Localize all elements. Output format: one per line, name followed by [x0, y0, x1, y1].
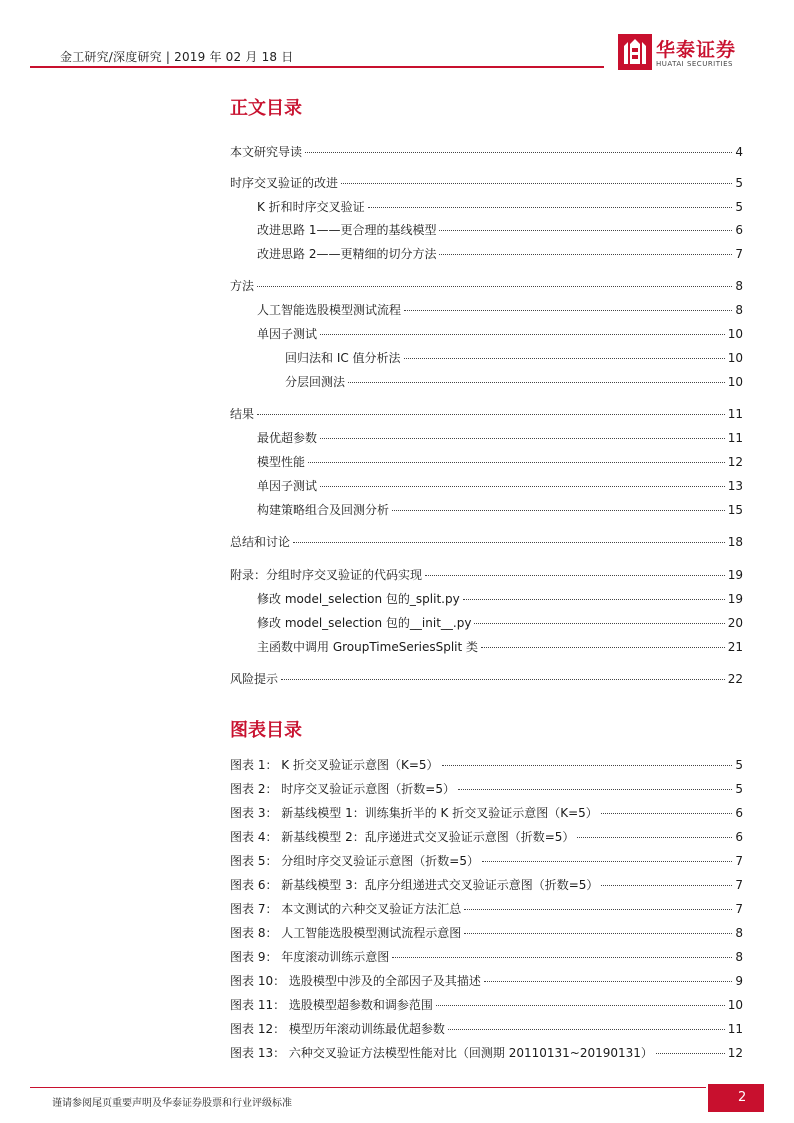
toc-entry-label: 分层回测法: [285, 375, 346, 389]
toc-leader-dots: [404, 358, 725, 359]
page-number-tab: [708, 1084, 764, 1112]
toc-entry[interactable]: [257, 638, 743, 655]
toc-entry-page: 20: [727, 616, 743, 630]
toc-leader-dots: [439, 230, 732, 231]
figure-entry-page: 6: [735, 830, 743, 844]
toc-leader-dots: [439, 254, 732, 255]
figure-entry-label: 图表 5： 分组时序交叉验证示意图（折数=5）: [230, 854, 479, 868]
toc-leader-dots: [482, 861, 732, 862]
figure-entry-label: 图表 1： K 折交叉验证示意图（K=5）: [230, 758, 439, 772]
toc-entry-label: 本文研究导读: [230, 145, 303, 159]
toc-entry-page: 11: [727, 431, 743, 445]
toc-entry-label: 时序交叉验证的改进: [230, 176, 339, 190]
toc-leader-dots: [320, 334, 725, 335]
figure-entry[interactable]: [230, 876, 743, 893]
toc-leader-dots: [348, 382, 725, 383]
toc-leader-dots: [656, 1053, 725, 1054]
toc-leader-dots: [320, 486, 725, 487]
toc-entry-page: 8: [735, 279, 743, 293]
toc-leader-dots: [257, 286, 732, 287]
toc-entry[interactable]: [257, 245, 743, 262]
toc-entry[interactable]: [257, 590, 743, 607]
figure-entry-page: 8: [735, 950, 743, 964]
toc-entry[interactable]: [257, 221, 743, 238]
figures-title: 图表目录: [230, 720, 302, 741]
toc-entry-label: 方法: [230, 279, 255, 293]
toc-leader-dots: [436, 1005, 725, 1006]
toc-entry-page: 10: [727, 327, 743, 341]
toc-entry-label: K 折和时序交叉验证: [257, 200, 365, 214]
toc-entry-page: 10: [727, 375, 743, 389]
toc-entry[interactable]: [257, 198, 743, 215]
toc-entry-page: 4: [735, 145, 743, 159]
toc-leader-dots: [463, 599, 725, 600]
figure-entry-page: 7: [735, 902, 743, 916]
toc-entry-label: 回归法和 IC 值分析法: [285, 351, 401, 365]
figure-entry-label: 图表 9： 年度滚动训练示意图: [230, 950, 390, 964]
toc-leader-dots: [305, 152, 732, 153]
figure-entry-page: 12: [727, 1046, 743, 1060]
figure-entry-page: 10: [727, 998, 743, 1012]
footer-disclaimer[interactable]: 谨请参阅尾页重要声明及华泰证券股票和行业评级标准: [52, 1098, 292, 1109]
figure-entry[interactable]: [230, 972, 743, 989]
toc-entry-page: 21: [727, 640, 743, 654]
toc-entry-page: 7: [735, 247, 743, 261]
toc-leader-dots: [464, 933, 732, 934]
toc-entry[interactable]: [257, 453, 743, 470]
toc-leader-dots: [320, 438, 725, 439]
toc-leader-dots: [257, 414, 725, 415]
figure-entry-label: 图表 10： 选股模型中涉及的全部因子及其描述: [230, 974, 481, 988]
toc-entry[interactable]: [230, 670, 743, 687]
toc-entry[interactable]: [257, 301, 743, 318]
toc-entry-page: 19: [727, 568, 743, 582]
toc-leader-dots: [341, 183, 732, 184]
toc-leader-dots: [281, 679, 725, 680]
toc-leader-dots: [448, 1029, 725, 1030]
figure-entry[interactable]: [230, 828, 743, 845]
figure-entry[interactable]: [230, 924, 743, 941]
figure-entry-label: 图表 13： 六种交叉验证方法模型性能对比（回测期 20110131~20190131）: [230, 1046, 653, 1060]
footer-divider: [30, 1087, 706, 1088]
toc-entry[interactable]: [285, 349, 743, 366]
toc-entry-page: 6: [735, 223, 743, 237]
toc-entry-label: 单因子测试: [257, 479, 318, 493]
report-meta: 金工研究/深度研究 | 2019 年 02 月 18 日: [60, 50, 294, 64]
figure-entry-page: 7: [735, 878, 743, 892]
figure-entry[interactable]: [230, 1020, 743, 1037]
toc-entry[interactable]: [257, 325, 743, 342]
toc-entry-label: 改进思路 1——更合理的基线模型: [257, 223, 437, 237]
logo-text-cn: 华泰证券: [656, 39, 737, 61]
figure-entry[interactable]: [230, 996, 743, 1013]
toc-entry[interactable]: [257, 429, 743, 446]
figure-entry-page: 6: [735, 806, 743, 820]
toc-leader-dots: [481, 647, 725, 648]
toc-leader-dots: [474, 623, 724, 624]
toc-leader-dots: [425, 575, 725, 576]
logo-text-en: HUATAI SECURITIES: [656, 60, 733, 68]
huatai-logo: [618, 34, 768, 70]
toc-leader-dots: [404, 310, 732, 311]
toc-leader-dots: [601, 885, 732, 886]
toc-entry[interactable]: [230, 143, 743, 160]
toc-entry[interactable]: [285, 373, 743, 390]
figure-entry[interactable]: [230, 756, 743, 773]
figure-entry[interactable]: [230, 1044, 743, 1061]
toc-entry[interactable]: [230, 174, 743, 191]
toc-entry-page: 22: [727, 672, 743, 686]
toc-leader-dots: [601, 813, 733, 814]
toc-entry-label: 风险提示: [230, 672, 279, 686]
figure-entry-page: 5: [735, 758, 743, 772]
toc-entry[interactable]: [257, 477, 743, 494]
toc-entry-label: 修改 model_selection 包的_split.py: [257, 592, 460, 606]
toc-entry-label: 总结和讨论: [230, 535, 291, 549]
toc-entry-page: 10: [727, 351, 743, 365]
toc-leader-dots: [464, 909, 732, 910]
toc-leader-dots: [442, 765, 733, 766]
toc-entry-label: 人工智能选股模型测试流程: [257, 303, 402, 317]
toc-entry-label: 模型性能: [257, 455, 306, 469]
toc-entry-page: 5: [735, 200, 743, 214]
toc-entry-page: 5: [735, 176, 743, 190]
figure-entry-page: 8: [735, 926, 743, 940]
toc-entry-label: 最优超参数: [257, 431, 318, 445]
figure-entry-label: 图表 4： 新基线模型 2：乱序递进式交叉验证示意图（折数=5）: [230, 830, 575, 844]
figure-entry-label: 图表 8： 人工智能选股模型测试流程示意图: [230, 926, 462, 940]
toc-leader-dots: [308, 462, 725, 463]
huatai-logo-icon: [618, 34, 652, 70]
toc-entry[interactable]: [230, 277, 743, 294]
figure-entry-label: 图表 2： 时序交叉验证示意图（折数=5）: [230, 782, 455, 796]
figure-entry[interactable]: [230, 948, 743, 965]
figure-entry-label: 图表 11： 选股模型超参数和调参范围: [230, 998, 433, 1012]
toc-entry-page: 18: [727, 535, 743, 549]
header-divider: [30, 66, 604, 68]
figure-entry-page: 5: [735, 782, 743, 796]
toc-leader-dots: [392, 510, 725, 511]
toc-entry[interactable]: [257, 614, 743, 631]
toc-entry-label: 附录：分组时序交叉验证的代码实现: [230, 568, 423, 582]
figure-entry[interactable]: [230, 852, 743, 869]
toc-leader-dots: [293, 542, 725, 543]
toc-entry-page: 8: [735, 303, 743, 317]
toc-leader-dots: [458, 789, 732, 790]
figure-entry-label: 图表 6： 新基线模型 3：乱序分组递进式交叉验证示意图（折数=5）: [230, 878, 599, 892]
toc-entry-label: 单因子测试: [257, 327, 318, 341]
toc-entry[interactable]: [230, 533, 743, 550]
toc-leader-dots: [577, 837, 732, 838]
figure-entry-page: 7: [735, 854, 743, 868]
toc-entry-label: 结果: [230, 407, 255, 421]
figure-entry-page: 11: [727, 1022, 743, 1036]
figure-entry[interactable]: [230, 804, 743, 821]
figure-entry-page: 9: [735, 974, 743, 988]
toc-entry[interactable]: [230, 405, 743, 422]
toc-entry-label: 改进思路 2——更精细的切分方法: [257, 247, 437, 261]
page-number: 2: [738, 1090, 747, 1105]
toc-entry-page: 12: [727, 455, 743, 469]
toc-entry-label: 构建策略组合及回测分析: [257, 503, 390, 517]
toc-entry-label: 主函数中调用 GroupTimeSeriesSplit 类: [257, 640, 479, 654]
figure-entry-label: 图表 3： 新基线模型 1：训练集折半的 K 折交叉验证示意图（K=5）: [230, 806, 598, 820]
toc-leader-dots: [368, 207, 733, 208]
figure-entry-label: 图表 7： 本文测试的六种交叉验证方法汇总: [230, 902, 462, 916]
toc-entry[interactable]: [230, 566, 743, 583]
toc-entry[interactable]: [257, 501, 743, 518]
toc-title: 正文目录: [230, 98, 302, 119]
figure-entry[interactable]: [230, 780, 743, 797]
toc-entry-page: 11: [727, 407, 743, 421]
toc-entry-label: 修改 model_selection 包的__init__.py: [257, 616, 472, 630]
toc-entry-page: 19: [727, 592, 743, 606]
figure-entry[interactable]: [230, 900, 743, 917]
toc-leader-dots: [484, 981, 732, 982]
toc-leader-dots: [392, 957, 732, 958]
figure-entry-label: 图表 12： 模型历年滚动训练最优超参数: [230, 1022, 445, 1036]
toc-entry-page: 13: [727, 479, 743, 493]
toc-entry-page: 15: [727, 503, 743, 517]
